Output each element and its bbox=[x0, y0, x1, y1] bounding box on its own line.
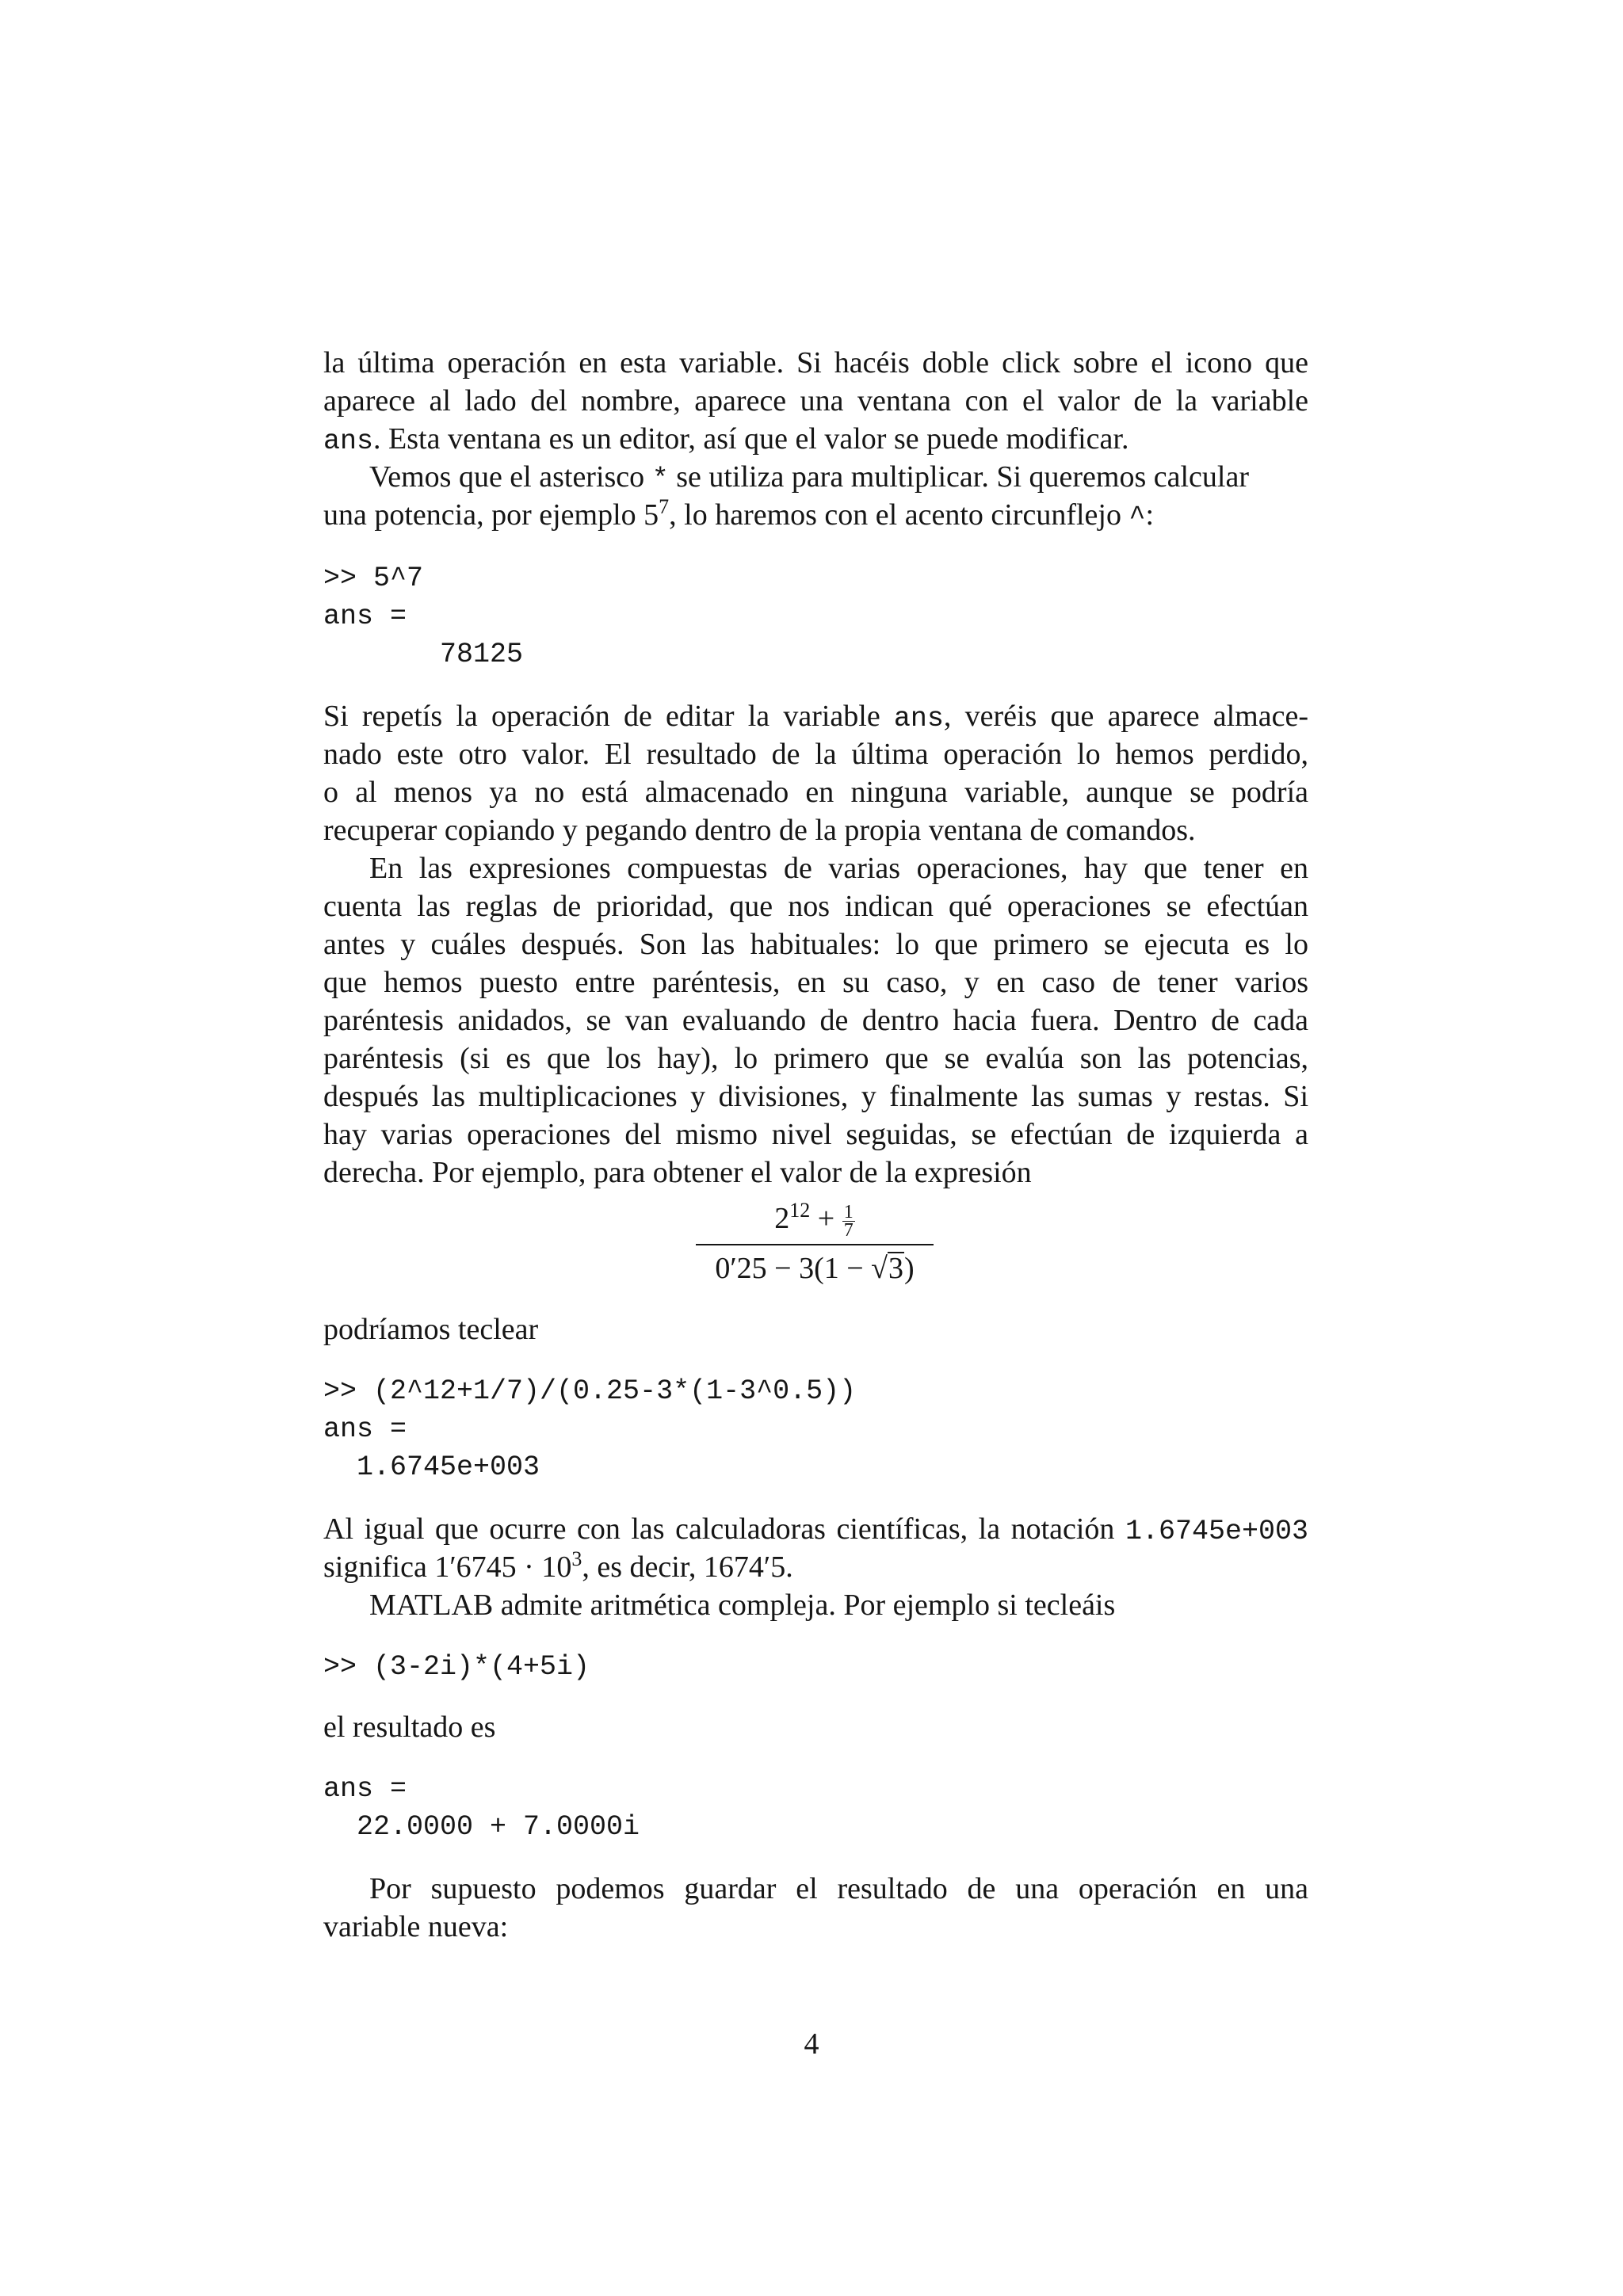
text-span: , lo haremos con el acento circunflejo bbox=[669, 498, 1129, 532]
math-text: + bbox=[810, 1202, 842, 1235]
code-line: >> 5^7 bbox=[323, 563, 424, 594]
text-line: que hemos puesto entre paréntesis, en su caso, y en caso de tener varios bbox=[323, 966, 1308, 999]
fraction-denominator bbox=[696, 1247, 934, 1290]
small-fraction-denominator: 7 bbox=[843, 1219, 854, 1241]
text-line: el resultado es bbox=[323, 1711, 496, 1744]
page-number: 4 bbox=[804, 2027, 819, 2061]
text-span: una potencia, por ejemplo 5 bbox=[323, 498, 659, 532]
text-line: paréntesis anidados, se van evaluando de dentro hacia fuera. Dentro de cada bbox=[323, 1004, 1308, 1037]
text-line: la última operación en esta variable. Si hacéis doble click sobre el icono que bbox=[323, 346, 1308, 379]
inline-code: ^ bbox=[1128, 502, 1146, 533]
text-span: Si repetís la operación de editar la variable bbox=[323, 700, 894, 733]
text-span: . Esta ventana es un editor, así que el valor se puede modificar. bbox=[373, 422, 1129, 456]
code-line: >> (2^12+1/7)/(0.25-3*(1-3^0.5)) bbox=[323, 1375, 857, 1407]
text-line bbox=[323, 420, 1128, 458]
text-line: después las multiplicaciones y divisiones, y finalmente las sumas y restas. Si bbox=[323, 1080, 1308, 1113]
text-line bbox=[323, 697, 1308, 735]
code-line: ans = bbox=[323, 1413, 407, 1445]
math-text: 2 bbox=[774, 1202, 790, 1235]
text-span: Al igual que ocurre con las calculadoras científicas, la notación bbox=[323, 1512, 1125, 1546]
inline-code: ans bbox=[893, 703, 944, 734]
code-line: ans = bbox=[323, 1773, 407, 1805]
code-line: ans = bbox=[323, 601, 407, 632]
text-line: podríamos teclear bbox=[323, 1313, 539, 1346]
inline-code: ans bbox=[323, 425, 374, 457]
math-text: ) bbox=[904, 1252, 915, 1285]
text-span: , es decir, 1674′5. bbox=[582, 1550, 793, 1584]
text-span: , veréis que aparece almace- bbox=[943, 700, 1308, 733]
text-line: variable nueva: bbox=[323, 1910, 509, 1943]
text-span: : bbox=[1145, 498, 1155, 532]
text-line: recuperar copiando y pegando dentro de la propia ventana de comandos. bbox=[323, 814, 1196, 847]
text-line bbox=[323, 1548, 793, 1586]
text-line bbox=[323, 1510, 1308, 1548]
code-line: 78125 bbox=[323, 639, 524, 670]
superscript: 12 bbox=[789, 1199, 811, 1222]
text-line: derecha. Por ejemplo, para obtener el valor de la expresión bbox=[323, 1156, 1032, 1189]
code-line: >> (3-2i)*(4+5i) bbox=[323, 1651, 590, 1683]
text-line: cuenta las reglas de prioridad, que nos indican qué operaciones se efectúan bbox=[323, 890, 1308, 923]
fraction-bar bbox=[696, 1244, 934, 1245]
superscript: 3 bbox=[571, 1547, 582, 1570]
text-line: antes y cuáles después. Son las habituales: lo que primero se ejecuta es lo bbox=[323, 928, 1308, 961]
sqrt-radicand: 3 bbox=[888, 1252, 904, 1285]
text-line: o al menos ya no está almacenado en ninguna variable, aunque se podría bbox=[323, 776, 1308, 809]
text-span: Vemos que el asterisco bbox=[369, 460, 652, 494]
text-line: En las expresiones compuestas de varias operaciones, hay que tener en bbox=[369, 852, 1308, 885]
fraction-numerator bbox=[696, 1196, 934, 1241]
text-line: aparece al lado del nombre, aparece una ventana con el valor de la variable bbox=[323, 384, 1308, 418]
code-line: 1.6745e+003 bbox=[323, 1451, 540, 1483]
text-span: significa 1′6745 · 10 bbox=[323, 1550, 572, 1584]
text-span: se utiliza para multiplicar. Si queremos calcular bbox=[668, 460, 1250, 494]
text-line: hay varias operaciones del mismo nivel seguidas, se efectúan de izquierda a bbox=[323, 1118, 1308, 1151]
display-formula bbox=[0, 1196, 1623, 1291]
sqrt-icon: √ bbox=[871, 1252, 888, 1285]
superscript: 7 bbox=[659, 495, 670, 518]
text-line: MATLAB admite aritmética compleja. Por ejemplo si tecleáis bbox=[369, 1589, 1116, 1622]
small-fraction bbox=[842, 1203, 855, 1239]
text-line: Por supuesto podemos guardar el resultado de una operación en una bbox=[369, 1872, 1308, 1905]
text-line bbox=[323, 458, 1308, 496]
inline-code: 1.6745e+003 bbox=[1125, 1516, 1308, 1547]
small-fraction-numerator: 1 bbox=[843, 1201, 854, 1222]
inline-code: * bbox=[651, 463, 669, 495]
text-line bbox=[323, 496, 1154, 534]
code-line: 22.0000 + 7.0000i bbox=[323, 1811, 640, 1843]
text-line: nado este otro valor. El resultado de la última operación lo hemos perdido, bbox=[323, 738, 1308, 771]
math-text: 0′25 − 3(1 − bbox=[715, 1252, 872, 1285]
text-line: paréntesis (si es que los hay), lo primero que se evalúa son las potencias, bbox=[323, 1042, 1308, 1075]
